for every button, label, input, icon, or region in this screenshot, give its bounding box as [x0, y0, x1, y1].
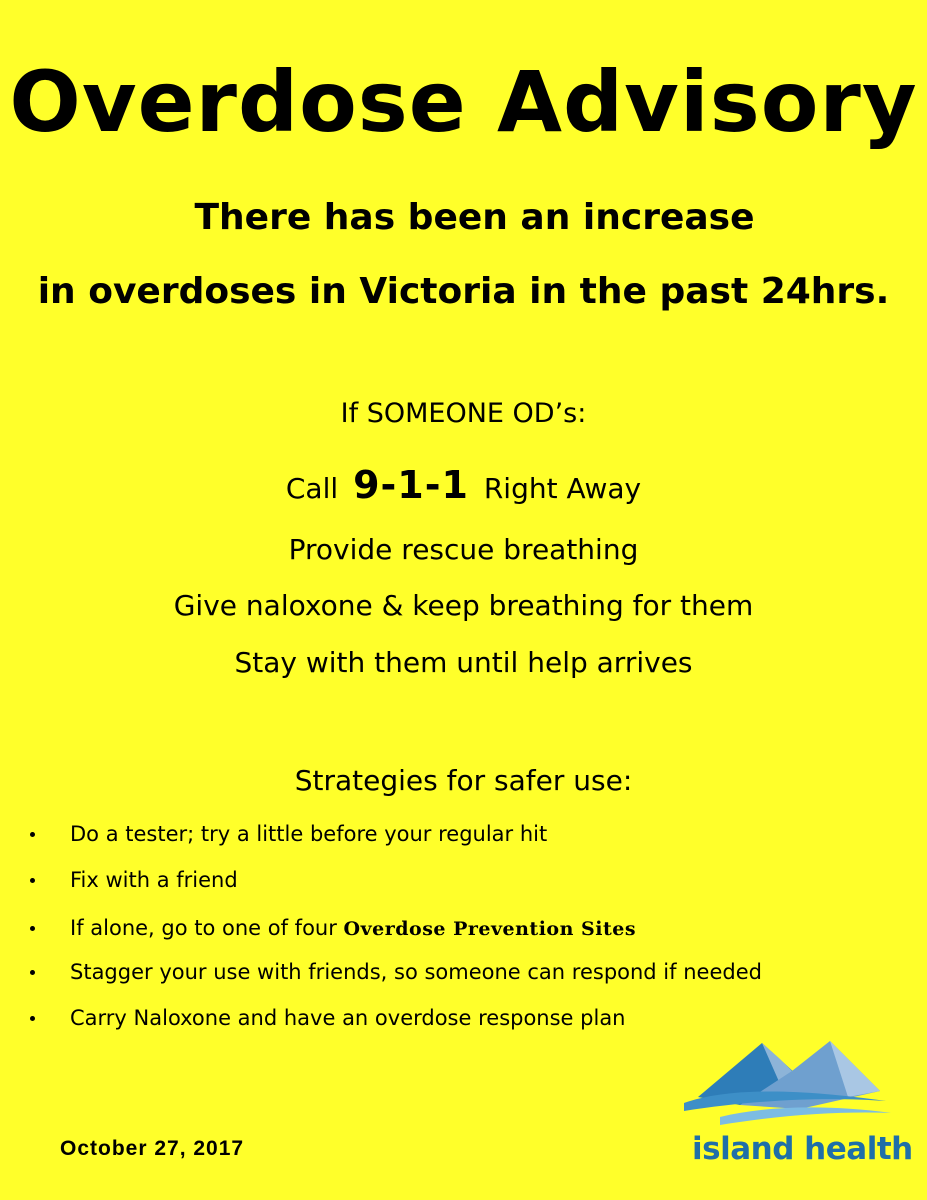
advisory-date: October 27, 2017: [60, 1137, 245, 1160]
bullet-icon: [30, 1016, 35, 1021]
bullet-icon: [30, 878, 35, 883]
bullet-icon: [30, 926, 35, 931]
list-item-text: If alone, go to one of four: [70, 916, 337, 940]
list-item-text-wrap: [70, 914, 636, 943]
call-suffix: Right Away: [483, 472, 642, 505]
bullet-icon: [30, 970, 35, 975]
intro-line-2: in overdoses in Victoria in the past 24hrs.: [37, 271, 890, 312]
logo-wordmark: island health: [692, 1131, 913, 1167]
list-item-text: Stagger your use with friends, so someone can respond if needed: [70, 960, 762, 984]
bullet-icon: [30, 832, 35, 837]
step-stay-with-them: Stay with them until help arrives: [234, 646, 693, 679]
if-someone-heading: If SOMEONE OD’s:: [340, 398, 587, 429]
step-give-naloxone: Give naloxone & keep breathing for them: [173, 589, 754, 622]
mountains-water-icon: [680, 1035, 895, 1135]
call-prefix: Call: [285, 472, 339, 505]
intro-line-1: There has been an increase: [194, 197, 755, 238]
list-item-text: Carry Naloxone and have an overdose response plan: [70, 1006, 626, 1030]
emergency-number: 9-1-1: [353, 463, 469, 507]
overdose-prevention-sites-emphasis: Overdose Prevention Sites: [343, 918, 637, 940]
page-title: Overdose Advisory: [9, 53, 918, 151]
step-rescue-breathing: Provide rescue breathing: [288, 533, 639, 566]
island-health-logo: [680, 1035, 913, 1170]
list-item-text: Fix with a friend: [70, 868, 238, 892]
strategies-heading: Strategies for safer use:: [294, 764, 633, 797]
list-item-text: Do a tester; try a little before your regular hit: [70, 822, 548, 846]
call-911-line: [0, 463, 927, 511]
